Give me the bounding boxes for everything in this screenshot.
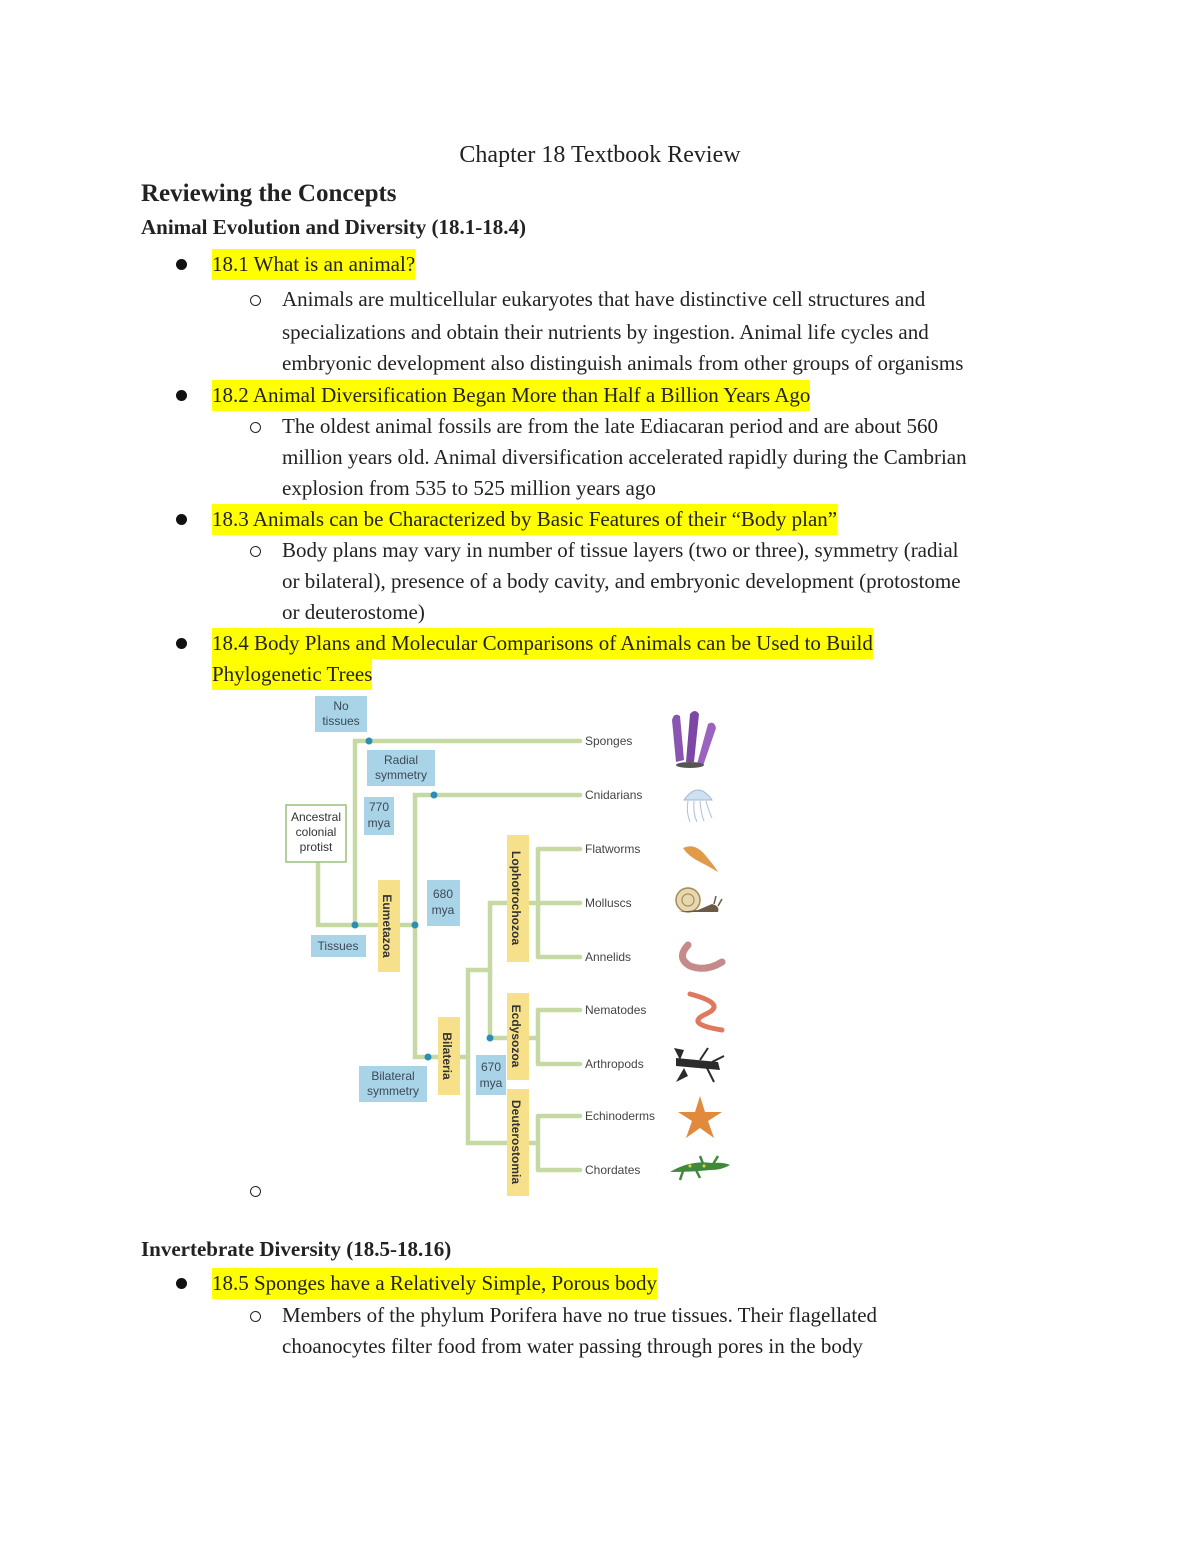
subsection-heading-invertebrate-diversity: Invertebrate Diversity (18.5-18.16) bbox=[141, 1237, 452, 1261]
bullet-label: 18.1 What is an animal? bbox=[212, 249, 415, 280]
salamander-icon bbox=[670, 1156, 730, 1180]
no-tissues-label: tissues bbox=[322, 714, 360, 728]
text-line: specializations and obtain their nutrients by ingestion. Animal life cycles and bbox=[282, 320, 929, 344]
sponge-icon bbox=[672, 711, 716, 768]
taxon-label-arthropods: Arthropods bbox=[585, 1057, 644, 1071]
taxon-label-sponges: Sponges bbox=[585, 734, 633, 748]
mya-770-label: 770 bbox=[368, 800, 390, 814]
deuterostomia-label: Deuterostomia bbox=[509, 1099, 523, 1185]
text-line: Members of the phylum Porifera have no true tissues. Their flagellated bbox=[282, 1303, 878, 1327]
no-tissues-label: No bbox=[333, 699, 349, 713]
bullet-dot-icon bbox=[176, 259, 187, 270]
mya-670-label: mya bbox=[479, 1076, 503, 1090]
text-line: explosion from 535 to 525 million years ago bbox=[282, 476, 656, 500]
mya-680-label: 680 bbox=[432, 887, 454, 901]
lobster-icon bbox=[674, 1048, 724, 1082]
ecdysozoa-label: Ecdysozoa bbox=[509, 1004, 523, 1068]
lophotrochozoa-label: Lophotrochozoa bbox=[509, 851, 523, 945]
jellyfish-icon bbox=[684, 790, 712, 822]
bullet-label-continued: Phylogenetic Trees bbox=[212, 659, 372, 690]
taxon-label-chordates: Chordates bbox=[585, 1163, 641, 1177]
document-title: Chapter 18 Textbook Review bbox=[459, 142, 741, 168]
sub-bullet-circle-icon bbox=[250, 546, 261, 557]
earthworm-icon bbox=[682, 945, 722, 968]
starfish-icon bbox=[678, 1096, 722, 1138]
text-line: or deuterostome) bbox=[282, 600, 425, 624]
text-line: Body plans may vary in number of tissue layers (two or three), symmetry (radial bbox=[282, 538, 959, 562]
taxon-label-molluscs: Molluscs bbox=[585, 896, 632, 910]
flatworm-icon bbox=[683, 846, 718, 872]
section-heading: Reviewing the Concepts bbox=[141, 180, 397, 207]
phylogenetic-tree-figure bbox=[280, 692, 740, 1200]
nematode-icon bbox=[690, 994, 722, 1030]
bullet-dot-icon bbox=[176, 514, 187, 525]
ancestor-label: colonial bbox=[295, 825, 337, 839]
bullet-label: 18.3 Animals can be Characterized by Basic Features of their “Body plan” bbox=[212, 504, 837, 535]
eumetazoa-label: Eumetazoa bbox=[380, 894, 394, 958]
taxon-label-cnidarians: Cnidarians bbox=[585, 788, 643, 802]
text-line: Animals are multicellular eukaryotes that have distinctive cell structures and bbox=[282, 287, 926, 311]
sub-bullet-circle-icon bbox=[250, 422, 261, 433]
text-line: embryonic development also distinguish animals from other groups of organisms bbox=[282, 351, 964, 375]
sub-bullet-circle-icon bbox=[250, 295, 261, 306]
ancestor-label: protist bbox=[299, 840, 333, 854]
bilateral-symmetry-label: symmetry bbox=[367, 1084, 419, 1098]
bullet-label: 18.5 Sponges have a Relatively Simple, Porous body bbox=[212, 1268, 657, 1299]
sub-bullet-circle-icon bbox=[250, 1186, 261, 1197]
radial-symmetry-label: symmetry bbox=[375, 768, 427, 782]
text-line: million years old. Animal diversification accelerated rapidly during the Cambrian bbox=[282, 445, 967, 469]
bullet-dot-icon bbox=[176, 390, 187, 401]
bilateral-symmetry-label: Bilateral bbox=[371, 1069, 415, 1083]
taxon-label-echinoderms: Echinoderms bbox=[585, 1109, 656, 1123]
bullet-label: 18.2 Animal Diversification Began More than Half a Billion Years Ago bbox=[212, 380, 810, 411]
mya-670-label: 670 bbox=[480, 1060, 502, 1074]
snail-icon bbox=[676, 888, 722, 912]
bullet-dot-icon bbox=[176, 1278, 187, 1289]
taxon-label-annelids: Annelids bbox=[585, 950, 632, 964]
mya-770-label: mya bbox=[367, 816, 391, 830]
radial-symmetry-label: Radial bbox=[383, 753, 419, 767]
subsection-heading-animal-evolution: Animal Evolution and Diversity (18.1-18.4) bbox=[141, 215, 527, 239]
tissues-label: Tissues bbox=[317, 939, 359, 953]
bullet-label: 18.4 Body Plans and Molecular Comparisons of Animals can be Used to Build bbox=[212, 628, 873, 659]
bilateria-label: Bilateria bbox=[440, 1032, 454, 1080]
text-line: The oldest animal fossils are from the late Ediacaran period and are about 560 bbox=[282, 414, 939, 438]
sub-bullet-circle-icon bbox=[250, 1311, 261, 1322]
text-line: or bilateral), presence of a body cavity, and embryonic development (protostome bbox=[282, 569, 961, 593]
ancestor-label: Ancestral bbox=[290, 810, 342, 824]
taxon-label-nematodes: Nematodes bbox=[585, 1003, 647, 1017]
taxon-label-flatworms: Flatworms bbox=[585, 842, 641, 856]
mya-680-label: mya bbox=[431, 903, 455, 917]
bullet-dot-icon bbox=[176, 638, 187, 649]
text-line: choanocytes filter food from water passing through pores in the body bbox=[282, 1334, 863, 1358]
